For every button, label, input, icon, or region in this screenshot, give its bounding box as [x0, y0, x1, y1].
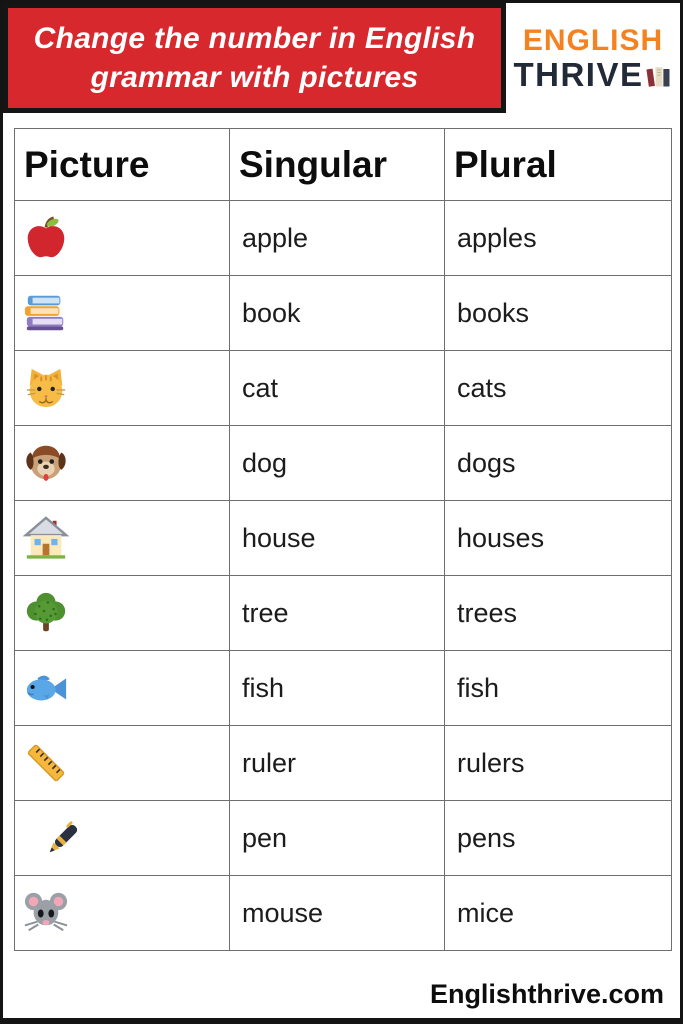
- english-thrive-logo: [506, 3, 680, 93]
- logo-word-thrive: THRIVE: [513, 56, 644, 93]
- singular-plural-table: [14, 128, 672, 951]
- pen-icon: [41, 815, 87, 861]
- header: [3, 3, 680, 113]
- picture-cell: [15, 351, 230, 426]
- singular-cell: dog: [230, 426, 445, 501]
- cat-icon: [23, 365, 69, 411]
- table-row: [15, 276, 672, 351]
- singular-cell: fish: [230, 651, 445, 726]
- plural-cell: dogs: [445, 426, 672, 501]
- plural-cell: rulers: [445, 726, 672, 801]
- picture-cell: [15, 576, 230, 651]
- title-banner: [3, 3, 506, 113]
- picture-cell: [15, 426, 230, 501]
- header-cell-plural: Plural: [445, 129, 672, 201]
- picture-cell: [15, 501, 230, 576]
- page-title-line1: Change the number in English: [33, 22, 476, 55]
- singular-cell: house: [230, 501, 445, 576]
- plural-cell: books: [445, 276, 672, 351]
- plural-cell: trees: [445, 576, 672, 651]
- dog-icon: [23, 440, 69, 486]
- plural-cell: pens: [445, 801, 672, 876]
- picture-cell: [15, 651, 230, 726]
- fish-icon: [23, 665, 69, 711]
- house-icon: [23, 515, 69, 561]
- table-row: [15, 651, 672, 726]
- picture-cell: [15, 801, 230, 876]
- table-row: [15, 876, 672, 951]
- plural-cell: houses: [445, 501, 672, 576]
- picture-cell: [15, 276, 230, 351]
- table-row: [15, 501, 672, 576]
- website-url: Englishthrive.com: [429, 979, 664, 1009]
- tree-icon: [23, 590, 69, 636]
- apple-icon: [23, 215, 69, 261]
- plural-cell: mice: [445, 876, 672, 951]
- table-row: [15, 351, 672, 426]
- mouse-icon: [23, 890, 69, 936]
- plural-cell: fish: [445, 651, 672, 726]
- plural-cell: apples: [445, 201, 672, 276]
- singular-cell: cat: [230, 351, 445, 426]
- table-row: [15, 726, 672, 801]
- picture-cell: [15, 876, 230, 951]
- picture-cell: [15, 726, 230, 801]
- picture-cell: [15, 201, 230, 276]
- plural-cell: cats: [445, 351, 672, 426]
- table-row: [15, 201, 672, 276]
- singular-cell: book: [230, 276, 445, 351]
- singular-cell: pen: [230, 801, 445, 876]
- singular-cell: apple: [230, 201, 445, 276]
- header-cell-singular: Singular: [230, 129, 445, 201]
- page-title-line2: grammar with pictures: [90, 61, 419, 94]
- books-icon: [23, 290, 69, 336]
- table-row: [15, 576, 672, 651]
- table-row: [15, 426, 672, 501]
- singular-cell: mouse: [230, 876, 445, 951]
- books-stack-icon: [645, 62, 673, 90]
- table-row: [15, 801, 672, 876]
- logo-word-thrive-row: [513, 57, 672, 93]
- ruler-icon: [23, 740, 69, 786]
- header-cell-picture: Picture: [15, 129, 230, 201]
- singular-cell: ruler: [230, 726, 445, 801]
- table-header-row: [15, 129, 672, 201]
- logo-word-english: ENGLISH: [522, 24, 664, 57]
- singular-cell: tree: [230, 576, 445, 651]
